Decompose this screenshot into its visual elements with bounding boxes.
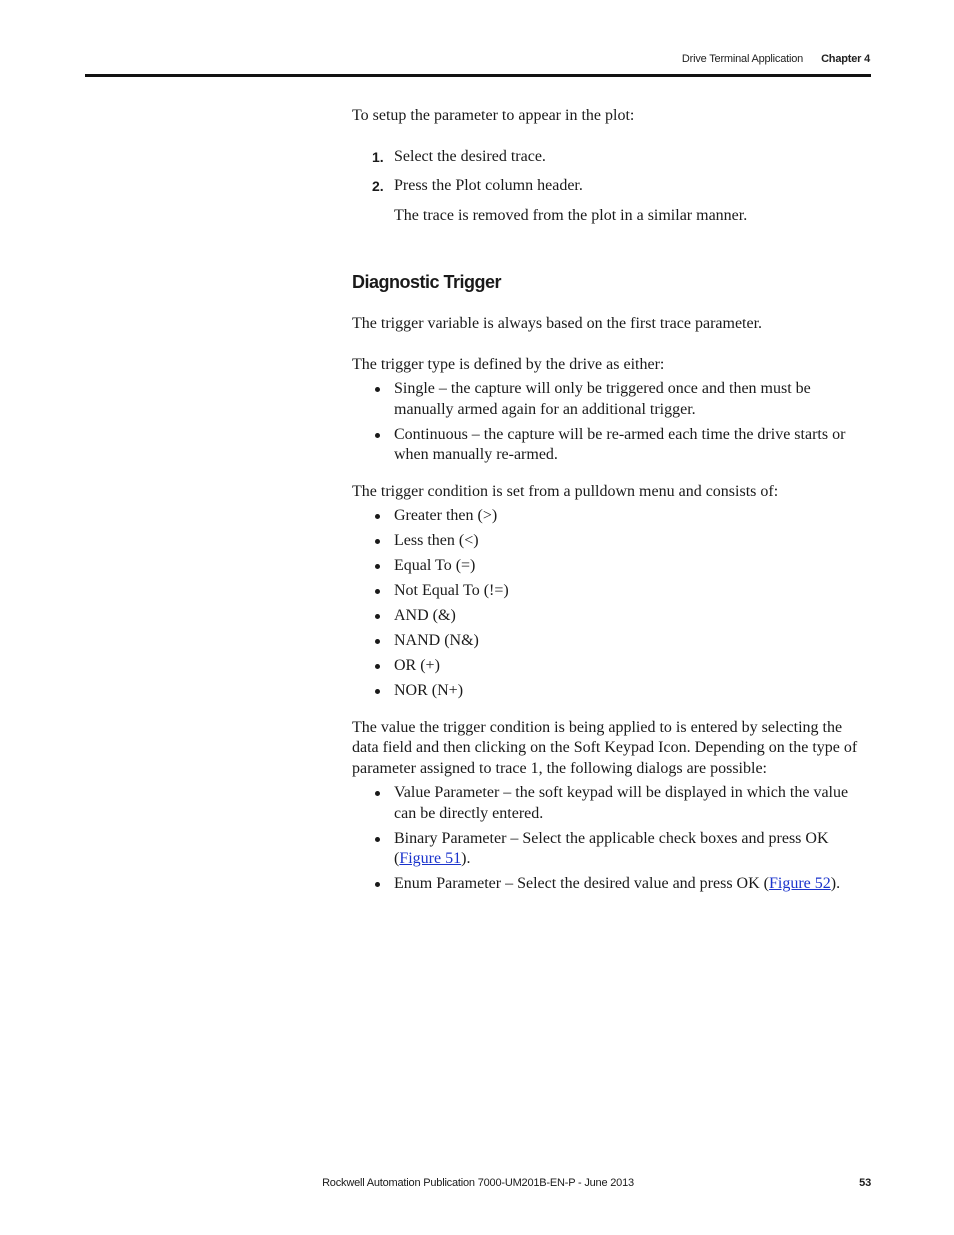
section-heading: Diagnostic Trigger	[352, 272, 502, 292]
list-item	[352, 829, 872, 870]
bullet-icon	[375, 433, 380, 438]
page-content	[352, 106, 872, 899]
steps-list	[352, 147, 872, 197]
list-item	[352, 556, 872, 577]
list-item-text: AND (&)	[394, 607, 456, 624]
dialog-type-list	[352, 783, 872, 895]
trigger-condition-list	[352, 506, 872, 702]
list-item-text: Single – the capture will only be triggered once and then must be manually armed again for an additional trigger.	[394, 380, 811, 418]
header-section-title: Drive Terminal Application	[681, 53, 804, 65]
step-text: Select the desired trace.	[394, 147, 546, 165]
trigger-condition-paragraph: The trigger condition is set from a pulldown menu and consists of:	[352, 482, 779, 500]
list-item-text: Less then (<)	[394, 532, 479, 549]
figure-51-link[interactable]: Figure 51	[399, 850, 462, 867]
step-item	[352, 176, 872, 197]
list-item	[352, 506, 872, 527]
list-item-text-end: ).	[830, 875, 841, 892]
list-item	[352, 783, 872, 824]
bullet-icon	[375, 837, 380, 842]
list-item-text: Not Equal To (!=)	[394, 582, 509, 599]
bullet-icon	[375, 639, 380, 644]
list-item-text: OR (+)	[394, 657, 440, 674]
step-number: 2.	[372, 178, 384, 194]
step-number: 1.	[372, 148, 384, 165]
trigger-variable-paragraph: The trigger variable is always based on the first trace parameter.	[352, 315, 763, 332]
list-item-text: Binary Parameter – Select the applicable check boxes and press OK (	[394, 829, 829, 867]
list-item	[352, 606, 872, 627]
bullet-icon	[375, 664, 380, 669]
list-item	[352, 631, 872, 652]
bullet-icon	[375, 614, 380, 619]
list-item-text: Equal To (=)	[394, 557, 476, 574]
bullet-icon	[375, 791, 380, 796]
bullet-icon	[375, 514, 380, 519]
bullet-icon	[375, 387, 380, 392]
value-entry-paragraph: The value the trigger condition is being applied to is entered by selecting the data field and then clicking on the Soft Keypad Icon. Depending on the type of parameter assigned to trace 1, the following dialogs are possible:	[352, 718, 858, 777]
publication-info: Rockwell Automation Publication 7000-UM201B-EN-P - June 2013	[322, 1177, 634, 1189]
intro-paragraph: To setup the parameter to appear in the plot:	[352, 107, 635, 124]
step-note: The trace is removed from the plot in a similar manner.	[394, 206, 748, 224]
list-item-text: Value Parameter – the soft keypad will be displayed in which the value can be directly entered.	[394, 784, 849, 822]
step-item	[352, 147, 872, 168]
trigger-type-list	[352, 379, 872, 466]
step-text: Press the Plot column header.	[394, 177, 583, 194]
figure-52-link[interactable]: Figure 52	[768, 875, 831, 892]
list-item	[352, 531, 872, 552]
list-item-text: Continuous – the capture will be re-armed each time the drive starts or when manually re-armed.	[394, 425, 846, 463]
list-item	[352, 681, 872, 702]
list-item-text: Greater then (>)	[394, 507, 498, 524]
bullet-icon	[375, 539, 380, 544]
bullet-icon	[375, 564, 380, 569]
running-header	[682, 53, 870, 65]
trigger-type-paragraph: The trigger type is defined by the drive as either:	[352, 355, 665, 373]
list-item	[352, 874, 872, 895]
list-item-text-end: ).	[461, 850, 471, 867]
header-chapter: Chapter 4	[821, 53, 870, 65]
list-item	[352, 379, 872, 420]
bullet-icon	[375, 689, 380, 694]
list-item	[352, 425, 872, 466]
list-item	[352, 656, 872, 677]
page-number: 53	[859, 1177, 871, 1189]
bullet-icon	[375, 589, 380, 594]
header-rule	[85, 74, 871, 77]
list-item-text: NOR (N+)	[394, 682, 464, 699]
bullet-icon	[375, 882, 380, 887]
list-item-text: NAND (N&)	[394, 632, 479, 649]
list-item-text: Enum Parameter – Select the desired value and press OK (	[394, 875, 769, 892]
list-item	[352, 581, 872, 602]
